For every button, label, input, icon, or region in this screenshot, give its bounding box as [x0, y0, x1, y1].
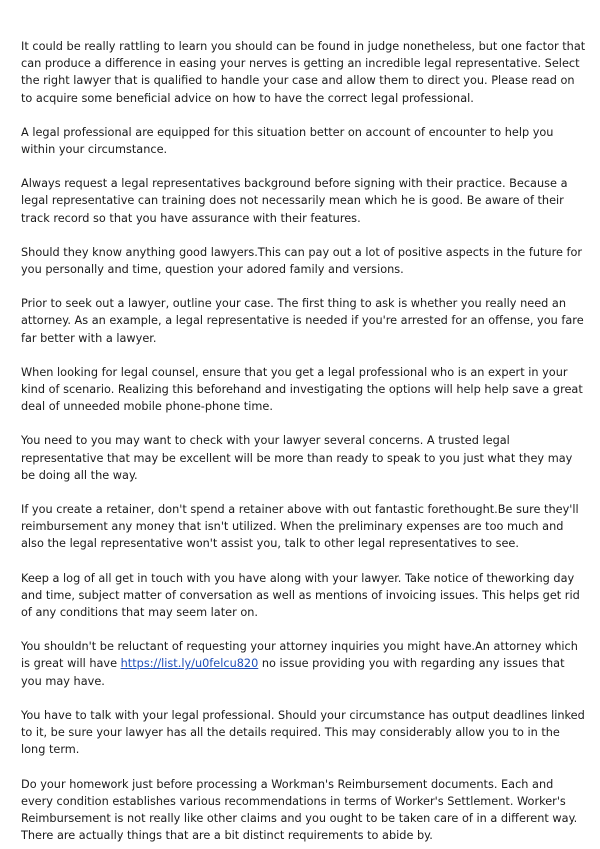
paragraph-background-check: Always request a legal representatives background before signing with their practice. Because a legal representative can training does not necessarily mean which he is good. Be aware of their track record so that you have assurance with their features.: [21, 177, 568, 225]
paragraph-workmans-reimbursement: Do your homework just before processing a Workman's Reimbursement documents. Each and every condition establishes various recommendations in terms of Worker's Settlement. Worker's Reimbursement is not really like other claims and you ought to be taken care of in a different way. There are actually things that are a bit distinct requirements to abide by.: [21, 777, 578, 843]
paragraph-retainer: If you create a retainer, don't spend a retainer above with out fantastic forethought.Be sure they'll reimbursement any money that isn't utilized. When the preliminary expenses are too much and also the legal representative won't assist you, talk to other legal representatives to see.: [21, 503, 579, 551]
paragraph-circumstance: A legal professional are equipped for this situation better on account of encounter to help you within your circumstance.: [21, 125, 554, 157]
paragraph-inquiries-before: You shouldn't be reluctant of requesting your attorney inquiries you might have.An attorney which is great will have: [21, 640, 578, 671]
external-link[interactable]: https://list.ly/u0felcu820: [120, 657, 259, 671]
paragraph-concerns: You need to you may want to check with your lawyer several concerns. A trusted legal representative that may be excellent will be more than ready to speak to you just what they may be doing all the way.: [21, 434, 573, 482]
paragraph-deadlines: You have to talk with your legal professional. Should your circumstance has output deadlines linked to it, be sure your lawyer has all the details required. This may considerably allow you to in the long term.: [21, 708, 585, 757]
paragraph-good-lawyers: Should they know anything good lawyers.This can pay out a lot of positive aspects in the future for you personally and time, question your adored family and versions.: [21, 245, 583, 277]
paragraph-inquiries-after: no issue providing you with regarding any issues that you may have.: [21, 657, 565, 688]
paragraph-keep-log: Keep a log of all get in touch with you have along with your lawyer. Take notice of theworking day and time, subject matter of conversation as well as mentions of invoicing issues. This helps get rid of any conditions that may seem later on.: [21, 571, 580, 620]
paragraph-inquiries: [21, 638, 586, 690]
paragraph-intro: It could be really rattling to learn you should can be found in judge nonetheless, but one factor that can produce a difference in easing your nerves is getting an incredible legal representative. Select the right lawyer that is qualified to handle your case and allow them to direct you. Please read on to acquire some beneficial advice on how to have the correct legal professional.: [21, 40, 586, 105]
paragraph-legal-counsel: When looking for legal counsel, ensure that you get a legal professional who is an expert in your kind of scenario. Realizing this beforehand and investigating the options will help help save a great deal of unneeded mobile phone-phone time.: [21, 365, 583, 414]
paragraph-outline-case: Prior to seek out a lawyer, outline your case. The first thing to ask is whether you really need an attorney. As an example, a legal representative is needed if you're arrested for an offense, you fare far better with a lawyer.: [21, 297, 584, 345]
